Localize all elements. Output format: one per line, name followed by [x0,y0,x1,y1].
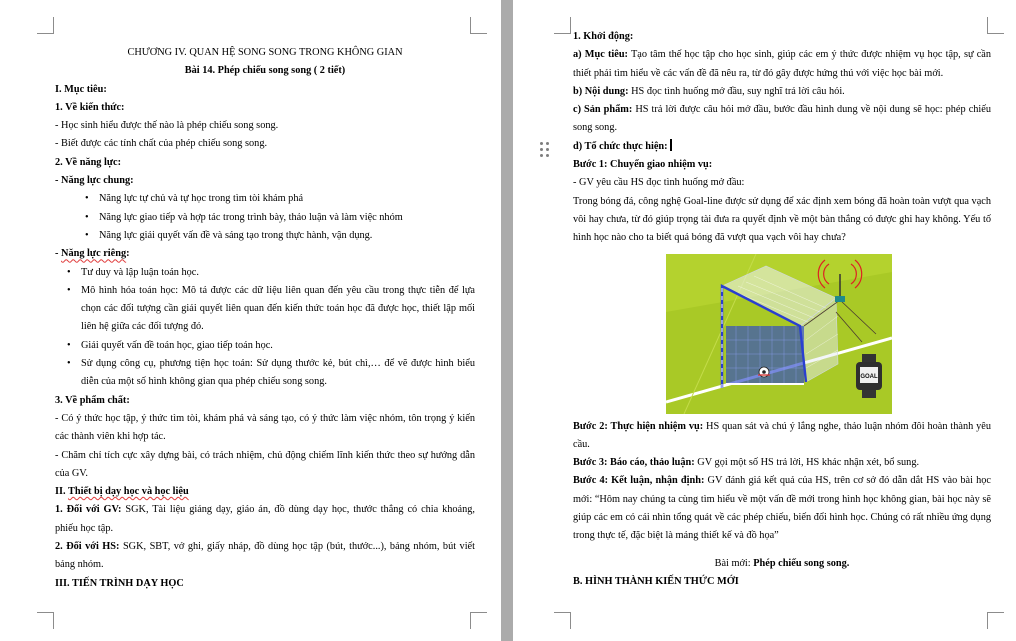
spellcheck-flagged-text[interactable]: Năng lực riêng [61,248,127,260]
warmup-organization: d) Tổ chức thực hiện: [573,138,991,156]
heading-specific-competence: - Năng lực riêng: [55,248,130,260]
heading-objectives: I. Mục tiêu: [55,83,107,95]
knowledge-line-2: - Biết được các tính chất của phép chiếu song song. [55,138,268,150]
heading-process: III. TIẾN TRÌNH DẠY HỌC [55,577,184,589]
list-item: • Tư duy và lập luận toán học. [55,264,475,282]
crop-mark-bottom-left [554,612,571,629]
document-page-left[interactable] [0,0,501,641]
knowledge-line-1: - Học sinh hiểu được thế nào là phép chiếu song song. [55,120,279,132]
step-1-line: - GV yêu cầu HS đọc tình huống mở đầu: [573,177,745,189]
goal-watch-label: GOAL [860,373,878,380]
step-1-heading: Bước 1: Chuyển giao nhiệm vụ: [573,159,713,171]
list-item: • Năng lực giải quyết vấn đề và sáng tạo trong thực hành, vận dụng. [55,227,475,245]
list-item: • Năng lực giao tiếp và hợp tác trong trình bày, thảo luận và làm việc nhóm [55,209,475,227]
heading-general-competence: - Năng lực chung: [55,175,134,187]
crop-mark-top-right [470,17,487,34]
crop-mark-bottom-left [37,612,54,629]
scenario-text: Trong bóng đá, công nghệ Goal-line được sử dụng để xác định xem bóng đã hoàn toàn vượt qua vạch vôi hay chưa, từ đó giúp trọng tài đưa ra quyết định về một bàn thắng có được ghi hay không. Yếu tố hình học nào cho ta biết quả bóng đã vượt qua vạch vôi hay chưa? [573,195,991,244]
heading-quality: 3. Về phẩm chất: [55,394,130,406]
warmup-product: c) Sản phẩm: HS trả lời được câu hỏi mở đầu, bước đầu hình dung về nội dung sẽ học: phép chiếu song song. [573,104,991,134]
new-lesson-line: Bài mới: Phép chiếu song song. [714,557,850,569]
step-2: Bước 2: Thực hiện nhiệm vụ: HS quan sát và chú ý lắng nghe, thảo luận nhóm đôi hoàn thành yêu cầu. [573,420,991,450]
list-item: • Giải quyết vấn đề toán học, giao tiếp toán học. [55,337,475,355]
goal-line-technology-figure[interactable] [666,254,892,414]
spellcheck-flagged-text[interactable]: Thiết bị dạy học và học liệu [67,486,189,498]
right-page-content[interactable] [573,28,991,591]
crop-mark-bottom-right [987,612,1004,629]
teacher-materials: 1. Đối với GV: SGK, Tài liệu giảng dạy, giáo án, đồ dùng dạy học, thước thẳng có chia khoảng, phiếu học tập. [55,504,475,534]
heading-competence: 2. Về năng lực: [55,156,122,168]
document-page-right[interactable] [513,0,1016,641]
specific-competence-list [55,264,475,392]
warmup-content: b) Nội dung: HS đọc tình huống mở đầu, suy nghĩ trả lời câu hỏi. [573,85,845,97]
heading-equipment: II. Thiết bị dạy học và học liệu [55,486,189,498]
student-materials: 2. Đối với HS: SGK, SBT, vở ghi, giấy nháp, đồ dùng học tập (bút, thước...), bảng nhóm, bút viết bảng nhóm. [55,541,475,571]
list-item: • Sử dụng công cụ, phương tiện học toán: Sử dụng thước kẻ, bút chì,… để vẽ được hình biểu diễn của một số hình không gian qua phép chiếu song song. [55,355,475,392]
text-cursor [670,139,672,151]
quality-line-2: - Chăm chỉ tích cực xây dựng bài, có trách nhiệm, chủ động chiếm lĩnh kiến thức theo sự hướng dẫn của GV. [55,449,475,479]
crop-mark-top-left [554,17,571,34]
heading-warmup: 1. Khởi động: [573,31,634,42]
list-item: • Mô hình hóa toán học: Mô tả được các dữ liệu liên quan đến yêu cầu trong thực tiễn để lựa chọn các đối tượng cần giải quyết liên quan đến kiến thức toán học đã được học, thiết lập mối liên hệ giữa các đối tượng đó. [55,282,475,337]
quality-line-1: - Có ý thức học tập, ý thức tìm tòi, khám phá và sáng tạo, có ý thức làm việc nhóm, tôn trọng ý kiến các thành viên khi hợp tác. [55,412,475,443]
warmup-aim: a) Mục tiêu: Tạo tâm thế học tập cho học sinh, giúp các em ý thức được nhiệm vụ học tập, sự cần thiết phải tìm hiểu về các vấn đề đã nêu ra, từ đó gây được hứng thú với việc học bài mới. [573,49,991,79]
chapter-title: CHƯƠNG IV. QUAN HỆ SONG SONG TRONG KHÔNG GIAN [127,47,403,58]
paragraph-drag-handle-icon[interactable] [540,142,550,158]
left-page-content[interactable] [55,44,475,593]
lesson-title: Bài 14. Phép chiếu song song ( 2 tiết) [184,65,346,77]
list-item: • Năng lực tự chủ và tự học trong tìm tòi khám phá [55,190,475,208]
step-4: Bước 4: Kết luận, nhận định: GV đánh giá kết quả của HS, trên cơ sở đó dẫn dắt HS vào bài học mới: “Hôm nay chúng ta cùng tìm hiểu về một vấn đề mới trong hình học không gian, bài học này sẽ giúp các em có cái nhìn tổng quát về các phép chiếu, biến đổi hình học. Chúng có rất nhiều ứng dụng trong thực tế, đặc biệt là mảng thiết kế và đồ họa” [573,475,991,542]
crop-mark-top-left [37,17,54,34]
step-3: Bước 3: Báo cáo, thảo luận: GV gọi một số HS trả lời, HS khác nhận xét, bổ sung. [573,457,920,469]
heading-section-b: B. HÌNH THÀNH KIẾN THỨC MỚI [573,575,739,587]
general-competence-list [55,190,475,245]
heading-knowledge: 1. Về kiến thức: [55,101,125,113]
crop-mark-bottom-right [470,612,487,629]
